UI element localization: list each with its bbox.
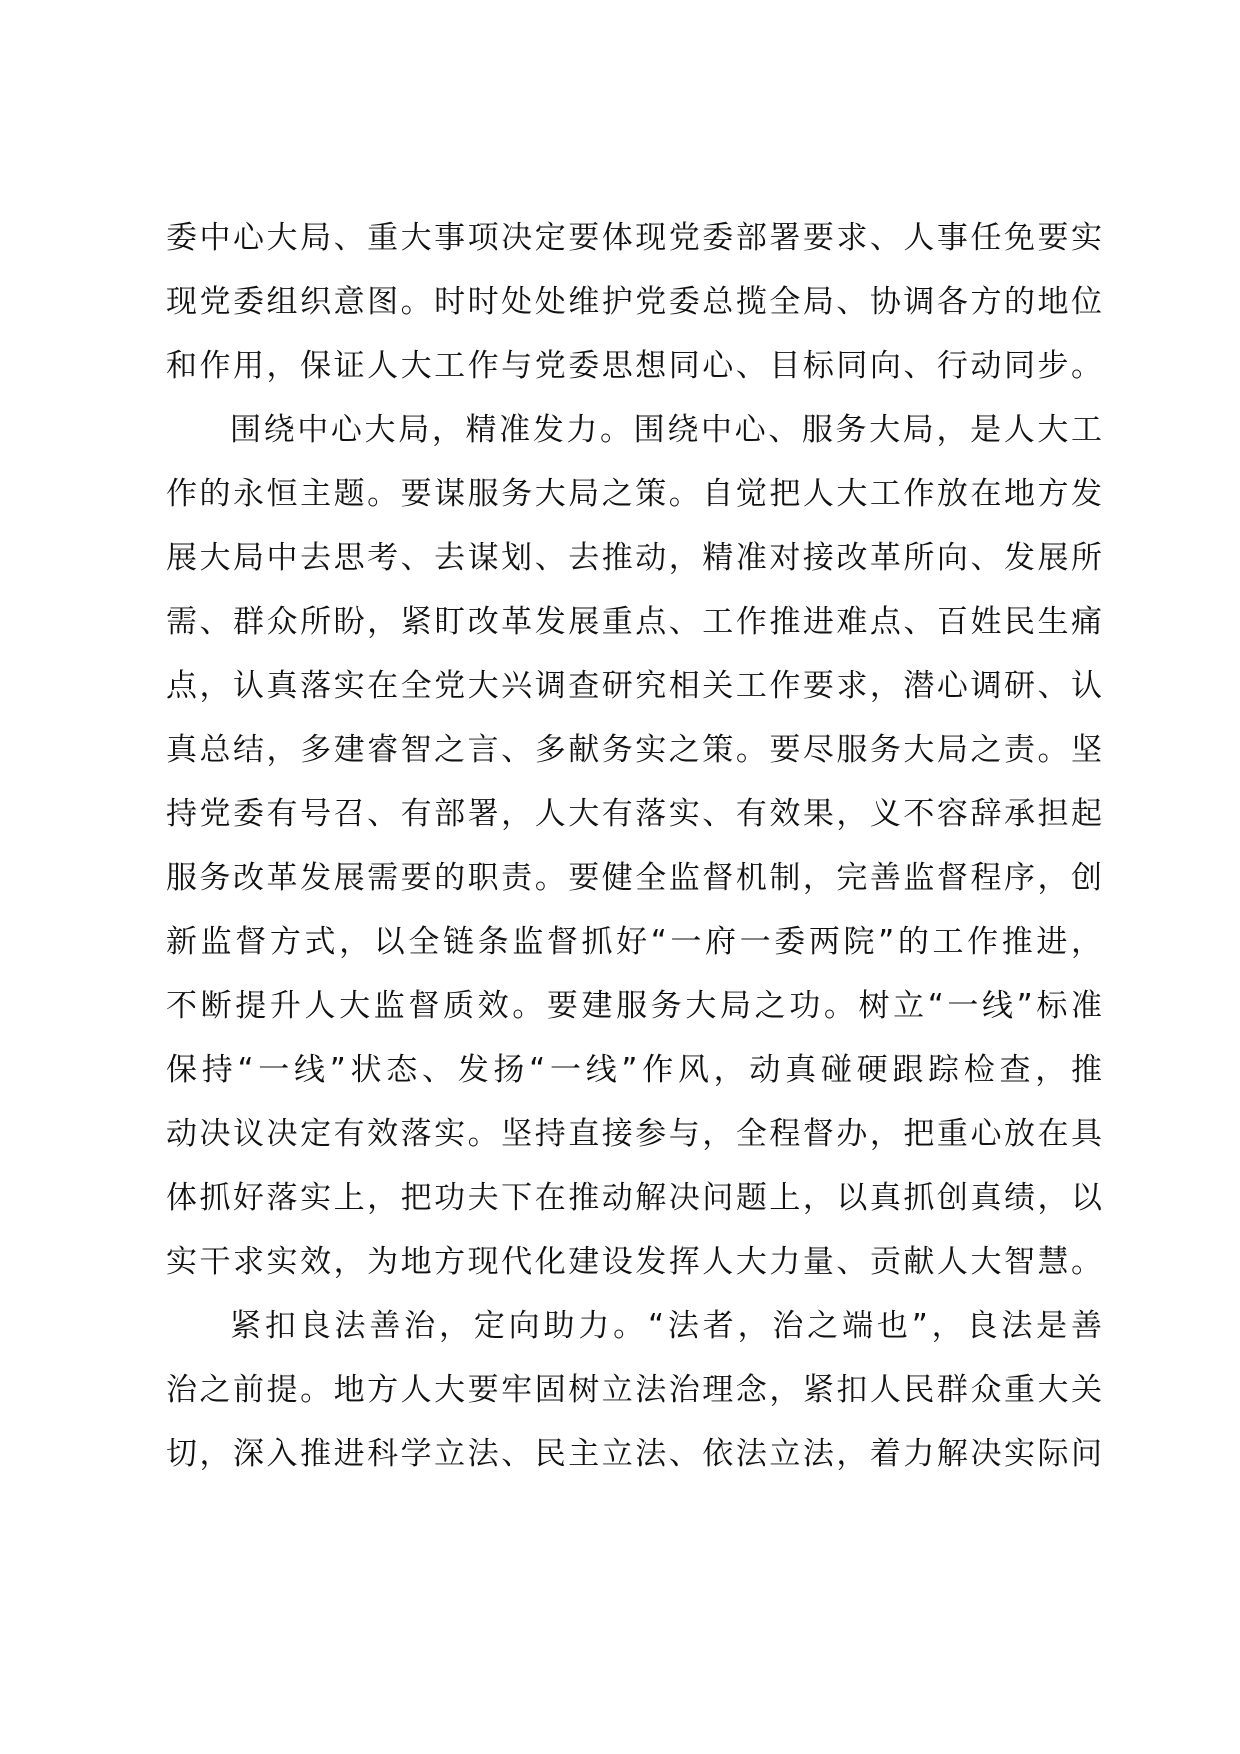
text-line: 展大局中去思考、去谋划、去推动，精准对接改革所向、发展所 [166, 540, 1102, 576]
text-line: 实干求实效，为地方现代化建设发挥人大力量、贡献人大智慧。 [166, 1244, 1102, 1280]
text-line: 切，深入推进科学立法、民主立法、依法立法，着力解决实际问 [166, 1436, 1102, 1472]
text-line: 体抓好落实上，把功夫下在推动解决问题上，以真抓创真绩，以 [166, 1180, 1102, 1216]
text-line: 点，认真落实在全党大兴调查研究相关工作要求，潜心调研、认 [166, 668, 1102, 704]
document-body [166, 206, 1102, 1486]
text-line: 真总结，多建睿智之言、多献务实之策。要尽服务大局之责。坚 [166, 732, 1102, 768]
text-line: 委中心大局、重大事项决定要体现党委部署要求、人事任免要实 [166, 220, 1102, 256]
text-line: 作的永恒主题。要谋服务大局之策。自觉把人大工作放在地方发 [166, 476, 1102, 512]
text-line: 动决议决定有效落实。坚持直接参与，全程督办，把重心放在具 [166, 1116, 1102, 1152]
text-line: 现党委组织意图。时时处处维护党委总揽全局、协调各方的地位 [166, 284, 1102, 320]
text-line: 新监督方式，以全链条监督抓好“一府一委两院”的工作推进， [166, 924, 1102, 960]
text-line: 保持“一线”状态、发扬“一线”作风，动真碰硬跟踪检查，推 [166, 1052, 1102, 1088]
text-line: 需、群众所盼，紧盯改革发展重点、工作推进难点、百姓民生痛 [166, 604, 1102, 640]
text-line: 治之前提。地方人大要牢固树立法治理念，紧扣人民群众重大关 [166, 1372, 1102, 1408]
text-line: 和作用，保证人大工作与党委思想同心、目标同向、行动同步。 [166, 348, 1102, 384]
text-line: 不断提升人大监督质效。要建服务大局之功。树立“一线”标准 [166, 988, 1102, 1024]
paragraph-start-line: 围绕中心大局，精准发力。围绕中心、服务大局，是人大工 [230, 412, 1102, 448]
text-line: 持党委有号召、有部署，人大有落实、有效果，义不容辞承担起 [166, 796, 1102, 832]
text-line: 服务改革发展需要的职责。要健全监督机制，完善监督程序，创 [166, 860, 1102, 896]
paragraph-start-line: 紧扣良法善治，定向助力。“法者，治之端也”，良法是善 [230, 1308, 1102, 1344]
